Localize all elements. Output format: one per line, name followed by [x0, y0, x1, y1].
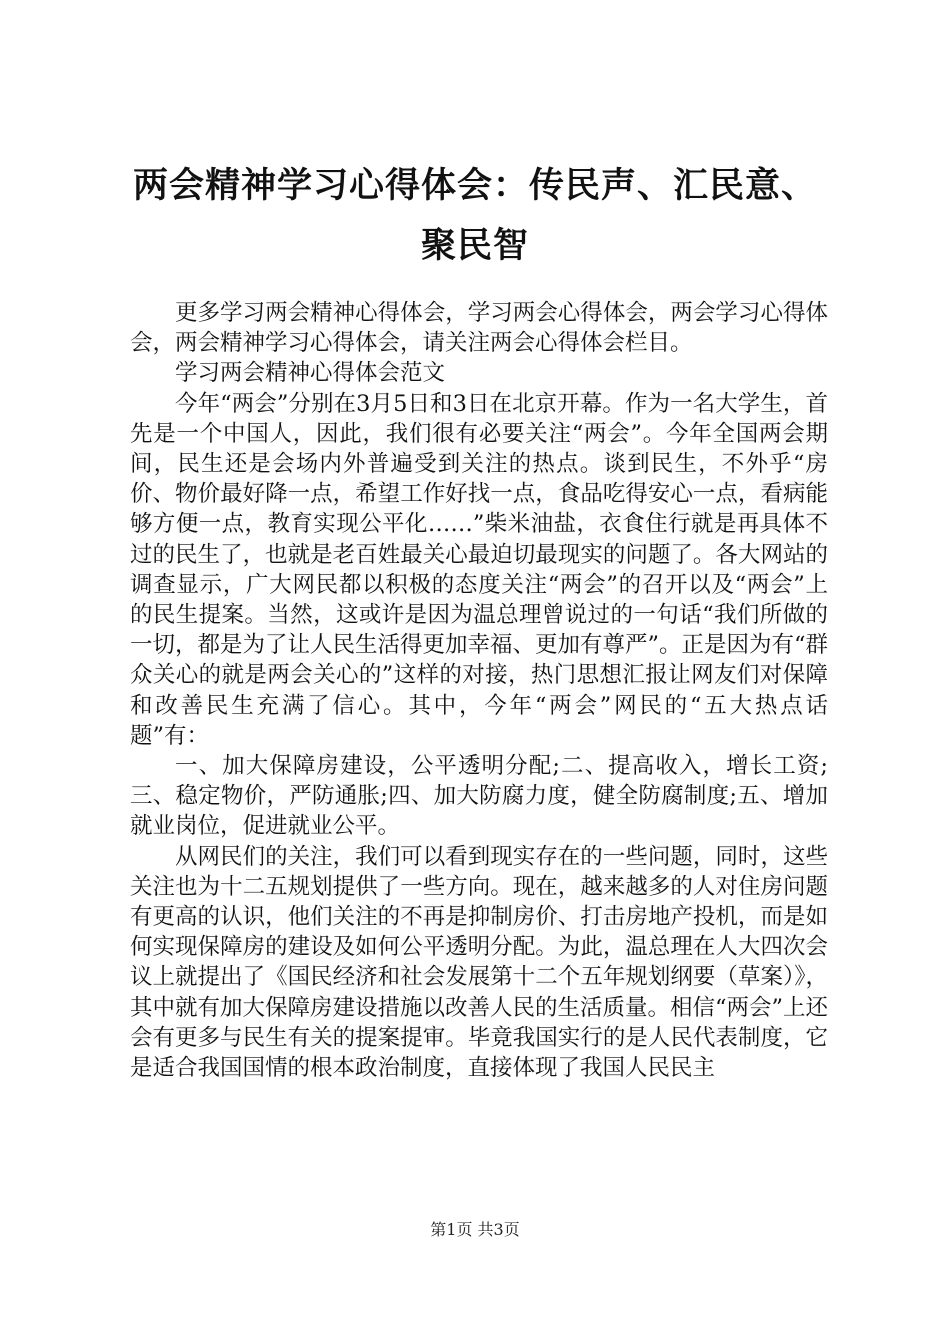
section-heading: 学习两会精神心得体会范文	[175, 360, 446, 387]
intro-paragraph: 更多学习两会精神心得体会，学习两会心得体会，两会学习心得体会，两会精神学习心得体会，请关注两会心得体会栏目。	[130, 300, 828, 357]
document-title: 两会精神学习心得体会：传民声、汇民意、聚民智	[132, 165, 817, 266]
page-number-footer: 第1页 共3页	[430, 1220, 520, 1239]
body-paragraph: 从网民们的关注，我们可以看到现实存在的一些问题，同时，这些关注也为十二五规划提供了一些方向。现在，越来越多的人对住房问题有更高的认识，他们关注的不再是抑制房价、打击房地产投机，而是如何实现保障房的建设及如何公平透明分配。为此，温总理在人大四次会议上就提出了《国民经济和社会发展第十二个五年规划纲要（草案）》，其中就有加大保障房建设措施以改善人民的生活质量。相信“两会”上还会有更多与民生有关的提案提审。毕竟我国实行的是人民代表制度，它是适合我国国情的根本政治制度，直接体现了我国人民民主	[130, 843, 829, 1082]
body-paragraph: 今年“两会”分别在3月5日和3日在北京开幕。作为一名大学生，首先是一个中国人，因此，我们很有必要关注“两会”。今年全国两会期间，民生还是会场内外普遍受到关注的热点。谈到民生，不外乎“房价、物价最好降一点，希望工作好找一点，食品吃得安心一点，看病能够方便一点，教育实现公平化……”柴米油盐，衣食住行就是再具体不过的民生了，也就是老百姓最关心最迫切最现实的问题了。各大网站的调查显示，广大网民都以积极的态度关注“两会”的召开以及“两会”上的民生提案。当然，这或许是因为温总理曾说过的一句话“我们所做的一切，都是为了让人民生活得更加幸福、更加有尊严”。正是因为有“群众关心的就是两会关心的”这样的对接，热门思想汇报让网友们对保障和改善民生充满了信心。其中，今年“两会”网民的“五大热点话题”有：	[130, 390, 829, 749]
document-body	[130, 298, 828, 1083]
hot-topics-paragraph: 一、加大保障房建设，公平透明分配;二、提高收入，增长工资;三、稳定物价，严防通胀;四、加大防腐力度，健全防腐制度;五、增加就业岗位，促进就业公平。	[130, 753, 828, 840]
